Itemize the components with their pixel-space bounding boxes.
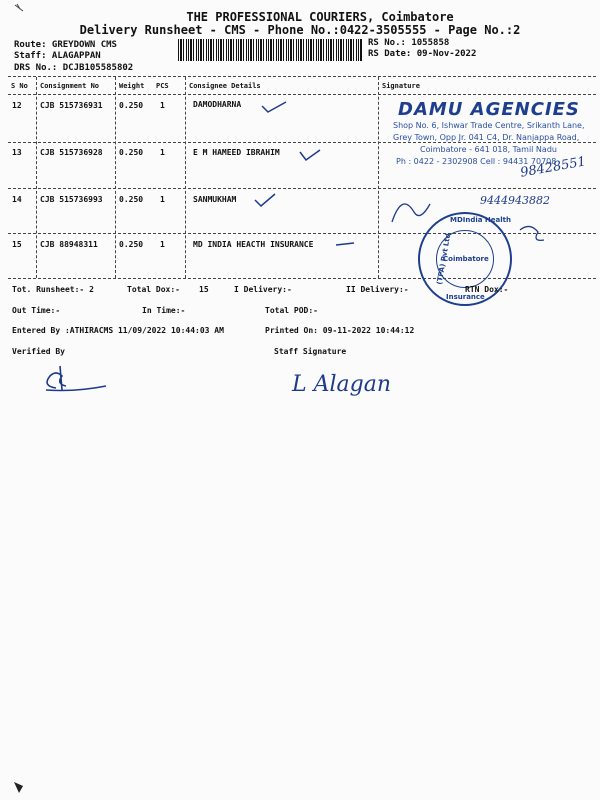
row-sno: 14 [12, 195, 22, 204]
row-consignee: E M HAMEED IBRAHIM [193, 148, 280, 157]
entered-by: Entered By :ATHIRACMS 11/09/2022 10:44:03 AM [12, 326, 224, 335]
row-pcs: 1 [160, 195, 165, 204]
stamp-phone-line: Ph : 0422 - 2302908 Cell : 94431 70708 [396, 157, 557, 166]
check-mark-icon [262, 102, 286, 112]
row-pcs: 1 [160, 148, 165, 157]
row-sno: 15 [12, 240, 22, 249]
corner-mark-icon [12, 780, 26, 794]
row-weight: 0.250 [119, 195, 144, 204]
row-consignment: CJB 515736931 [40, 101, 103, 110]
row-sno: 12 [12, 101, 22, 110]
col-header-pcs: PCS [156, 82, 169, 90]
row-consignment: CJB 515736993 [40, 195, 103, 204]
rs-date: RS Date: 09-Nov-2022 [368, 49, 477, 59]
stamp-name: DAMU AGENCIES [398, 99, 580, 120]
rs-number: RS No.: 1055858 [368, 38, 450, 48]
total-dox-value: 15 [199, 285, 209, 294]
row-consignee: MD INDIA HEACTH INSURANCE [193, 240, 314, 249]
total-dox-label: Total Dox:- [127, 285, 180, 294]
staff-signature: L Alagan [292, 372, 392, 397]
runsheet-subtitle: Delivery Runsheet - CMS - Phone No.:0422-3505555 - Page No.:2 [79, 23, 521, 37]
seal-text: Coimbatore [443, 255, 489, 263]
in-time: In Time:- [142, 306, 186, 315]
out-time: Out Time:- [12, 306, 61, 315]
rtn-dox: RTN Dox:- [465, 285, 509, 294]
col-header-consignment: Consignment No [40, 82, 100, 90]
verified-by-label: Verified By [12, 347, 65, 356]
i-delivery: I Delivery:- [234, 285, 292, 294]
seal-text: MDIndia Health [450, 216, 511, 224]
seal-text: (TPA) Pvt Ltd [435, 232, 453, 286]
total-runsheet: Tot. Runsheet:- 2 [12, 285, 94, 294]
ii-delivery: II Delivery:- [346, 285, 409, 294]
staff-signature-label: Staff Signature [274, 347, 347, 356]
col-header-weight: Weight [119, 82, 145, 90]
drs-number: DRS No.: DCJB105585802 [14, 63, 134, 73]
row-sno: 13 [12, 148, 22, 157]
dash-mark-icon [336, 243, 354, 245]
route-label: Route: GREYDOWN CMS [14, 40, 117, 50]
handwritten-phone: 98428551 [519, 154, 587, 181]
row-pcs: 1 [160, 240, 165, 249]
stamp-address-line: Coimbatore - 641 018, Tamil Nadu [420, 145, 557, 154]
company-title: THE PROFESSIONAL COURIERS, Coimbatore [186, 10, 454, 24]
handwritten-phone: 9444943882 [480, 194, 550, 207]
signature-scribble-icon [392, 204, 430, 222]
check-mark-icon [255, 194, 275, 206]
row-pcs: 1 [160, 101, 165, 110]
total-pod: Total POD:- [265, 306, 318, 315]
col-header-signature: Signature [382, 82, 420, 90]
row-consignment: CJB 515736928 [40, 148, 103, 157]
printed-on: Printed On: 09-11-2022 10:44:12 [265, 326, 415, 335]
staff-label: Staff: ALAGAPPAN [14, 51, 101, 61]
row-weight: 0.250 [119, 101, 144, 110]
row-consignee: DAMODHARNA [193, 100, 242, 109]
row-weight: 0.250 [119, 240, 144, 249]
col-header-sno: S No [11, 82, 28, 90]
seal-text: Insurance [446, 293, 485, 301]
row-consignment: CJB 88948311 [40, 240, 98, 249]
verifier-signature [38, 362, 118, 398]
stamp-address-line: Shop No. 6, Ishwar Trade Centre, Srikanth Lane, [393, 121, 585, 130]
row-consignee: SANMUKHAM [193, 195, 237, 204]
check-mark-icon [300, 150, 320, 160]
corner-mark-icon [12, 2, 28, 16]
col-header-consignee: Consignee Details [189, 82, 261, 90]
stamp-address-line: Grey Town, Opp Jr. 041 C4, Dr. Nanjappa Road, [393, 133, 580, 142]
row-weight: 0.250 [119, 148, 144, 157]
signature-scribble-icon [520, 226, 544, 240]
